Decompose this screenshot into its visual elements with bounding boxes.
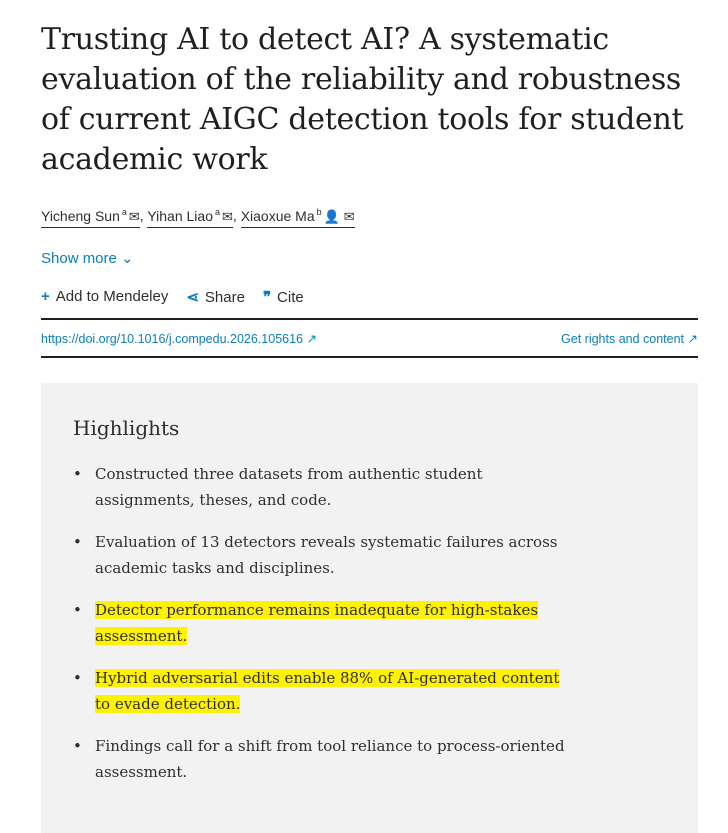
share-label: Share <box>204 289 245 306</box>
author-link[interactable] <box>241 208 355 228</box>
add-to-mendeley-button[interactable] <box>41 288 168 306</box>
author-name: Xiaoxue Ma <box>240 207 315 224</box>
author-name: Yihan Liao <box>147 207 213 224</box>
show-more-label: Show more <box>41 250 117 267</box>
share-button[interactable] <box>186 288 245 306</box>
highlight-text: Evaluation of 13 detectors reveals systematic failures across academic tasks and disciplines. <box>95 533 558 577</box>
highlighted-text: Detector performance remains inadequate for high-stakes assessment. <box>95 601 539 645</box>
external-link-icon: ↗ <box>306 332 317 346</box>
highlight-text: Constructed three datasets from authentic student assignments, theses, and code. <box>95 465 483 509</box>
mendeley-label: Add to Mendeley <box>55 288 169 305</box>
author-link[interactable] <box>147 208 233 228</box>
author-name: Yicheng Sun <box>41 207 120 224</box>
article-title: Trusting AI to detect AI? A systematic evaluation of the reliability and robustness of current AIGC detection tools for student academic work <box>41 22 684 177</box>
highlights-box <box>41 383 698 833</box>
doi-text: https://doi.org/10.1016/j.compedu.2026.105616 <box>41 332 304 346</box>
highlights-list <box>73 461 573 801</box>
list-item <box>73 665 573 717</box>
show-more-button[interactable] <box>41 249 134 267</box>
person-icon: 👤 <box>323 208 340 224</box>
highlighted-text: Hybrid adversarial edits enable 88% of AI-generated content to evade detection. <box>95 669 560 713</box>
divider <box>41 356 698 358</box>
rights-text: Get rights and content <box>561 332 685 346</box>
list-item <box>73 461 573 513</box>
author-link[interactable] <box>41 208 140 228</box>
author-list: Yicheng Sun $^a$ ✉, Yihan Liao $^a$ ✉, Xiaoxue Ma $^b$ 👤 ✉ <box>41 207 355 225</box>
plus-icon: + <box>41 288 50 305</box>
email-icon: ✉ <box>128 208 140 224</box>
highlight-text: Findings call for a shift from tool reliance to process-oriented assessment. <box>95 737 565 781</box>
external-link-icon: ↗ <box>687 332 698 346</box>
affiliation-sup: b <box>316 207 322 217</box>
email-icon: ✉ <box>222 208 233 224</box>
affiliation-sup: a <box>121 207 127 217</box>
cite-button[interactable] <box>263 288 304 306</box>
email-icon: ✉ <box>343 208 355 224</box>
cite-label: Cite <box>277 289 304 306</box>
list-item <box>73 733 573 785</box>
affiliation-sup: a <box>214 207 220 217</box>
list-item <box>73 597 573 649</box>
doi-link[interactable] <box>41 331 317 346</box>
chevron-down-icon: ⌄ <box>121 250 134 267</box>
list-item <box>73 529 573 581</box>
quote-icon: ❞ <box>262 289 272 306</box>
rights-link[interactable] <box>561 331 698 346</box>
divider <box>41 318 698 320</box>
share-icon: ⋖ <box>186 289 199 306</box>
highlights-heading: Highlights <box>73 416 180 440</box>
article-toolbar <box>41 288 304 306</box>
